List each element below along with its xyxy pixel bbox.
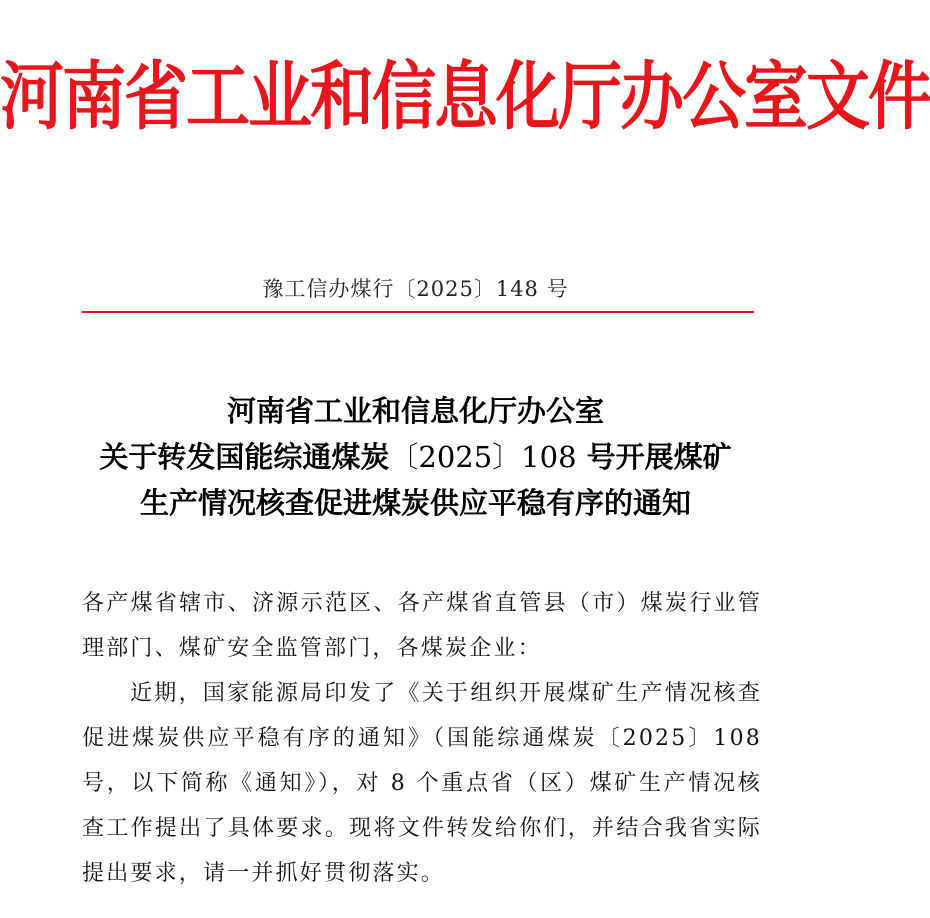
title-line-2-number: 〔2025〕108 — [389, 440, 577, 474]
body-paragraph-1: 近期，国家能源局印发了《关于组织开展煤矿生产情况核查促进煤炭供应平稳有序的通知》（国能综通煤炭〔2025〕108 号，以下简称《通知》），对 8 个重点省（区）煤矿生产情况核查工作提出了具体要求。现将文件转发给你们，并结合我省实际提出要求，请一并抓好贯彻落实。 — [82, 681, 762, 886]
document-number: 豫工信办煤行〔2025〕148 号 — [262, 277, 569, 301]
title-line-2-post: 号开展煤矿 — [576, 440, 732, 474]
title-line-2 — [0, 434, 831, 480]
recipients-paragraph: 各产煤省辖市、济源示范区、各产煤省直管县（市）煤炭行业管理部门、煤矿安全监管部门，各煤炭企业： — [82, 591, 762, 661]
document-masthead: 河南省工业和信息化厅办公室文件 — [0, 55, 930, 141]
red-divider-line — [82, 311, 754, 313]
title-line-3: 生产情况核查促进煤炭供应平稳有序的通知 — [139, 486, 691, 520]
notice-title — [0, 388, 831, 526]
title-line-2-pre: 关于转发国能综通煤炭 — [99, 440, 390, 474]
title-line-1: 河南省工业和信息化厅办公室 — [226, 394, 604, 428]
document-body — [82, 581, 762, 896]
